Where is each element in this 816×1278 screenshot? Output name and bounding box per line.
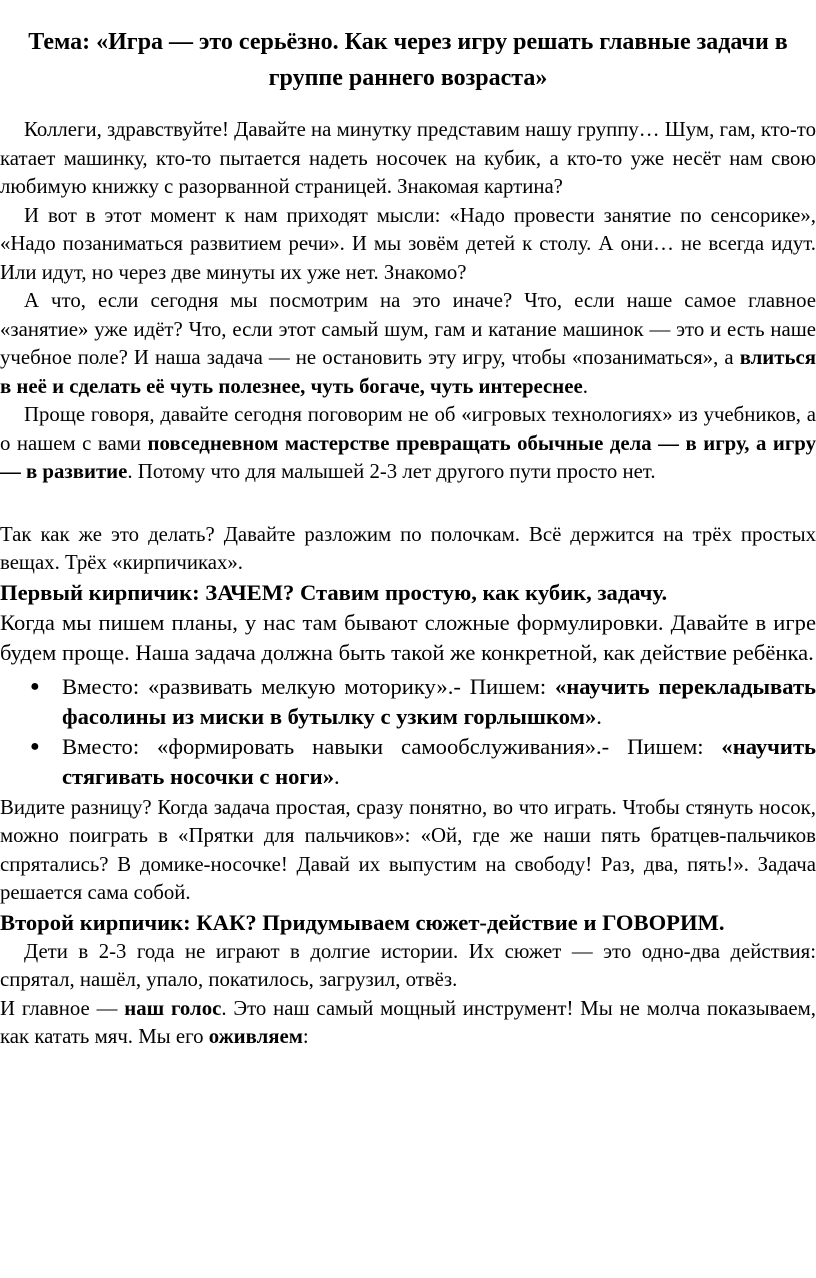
heading-first-brick: Первый кирпичик: ЗАЧЕМ? Ставим простую, как кубик, задачу. (0, 579, 668, 605)
list-item (30, 672, 816, 732)
paragraph-simply-put (0, 401, 816, 487)
paragraph-thoughts: И вот в этот момент к нам приходят мысли: «Надо провести занятие по сенсорике», «Надо позаниматься развитием речи». И мы зовём детей к столу. А они… не всегда идут. Или идут, но через две минуты их уже нет. Знакомо? (0, 203, 816, 284)
paragraph-text: . Это наш самый мощный инструмент! Мы не молча показываем, как катать мяч. Мы его (0, 996, 816, 1048)
paragraph-emphasis: влиться в неё и сделать её чуть полезнее, чуть богаче, чуть интереснее (0, 346, 816, 398)
paragraph-text: И главное — (0, 996, 125, 1020)
paragraph-emphasis: наш голос (124, 996, 222, 1020)
paragraph-plans: Когда мы пишем планы, у нас там бывают сложные формулировки. Давайте в игре будем проще. Наша задача должна быть такой же конкретной, как действие ребёнка. (0, 609, 816, 665)
paragraph-emphasis: оживляем (208, 1025, 303, 1048)
paragraph-text-end: . Потому что для малышей 2-3 лет другого пути просто нет. (127, 460, 656, 483)
paragraph-text: Проще говоря, давайте сегодня поговорим не об «игровых технологиях» из учебников, а о нашем с вами (0, 403, 816, 455)
paragraph-short-plots: Дети в 2-3 года не играют в долгие истории. Их сюжет — это одно-два действия: спрятал, нашёл, упало, покатилось, загрузил, отвёз. (0, 939, 816, 991)
paragraph-voice (0, 995, 816, 1052)
list-item-text: Вместо: «развивать мелкую моторику».- Пишем: (62, 673, 555, 699)
paragraph-emphasis: повседневном мастерстве превращать обычные дела — в игру, а игру — в развитие (0, 431, 816, 483)
paragraph-different-view (0, 287, 816, 401)
paragraph-intro: Коллеги, здравствуйте! Давайте на минутку представим нашу группу… Шум, гам, кто-то катает машинку, кто-то пытается надеть носочек на кубик, а кто-то уже несёт нам свою любимую книжку с разорванной страницей. Знакомая картина? (0, 118, 816, 198)
paragraph-three-bricks: Так как же это делать? Давайте разложим по полочкам. Всё держится на трёх простых вещах. Трёх «кирпичиках». (0, 522, 816, 574)
examples-list (0, 672, 816, 792)
paragraph-text-end: . (582, 374, 588, 398)
list-item-end: . (596, 703, 602, 729)
list-item-text: Вместо: «формировать навыки самообслуживания».- Пишем: (62, 733, 722, 759)
paragraph-see-difference: Видите разницу? Когда задача простая, сразу понятно, во что играть. Чтобы стянуть носок, можно поиграть в «Прятки для пальчиков»: «Ой, где же наши пять братцев-пальчиков спрятались? В домике-носочке! Давай их выпустим на свободу! Раз, два, пять!». Задача решается сама собой. (0, 795, 816, 904)
list-item-end: . (334, 763, 340, 789)
list-item-emphasis: «научить стягивать носочки с ноги» (62, 733, 816, 789)
heading-second-brick: Второй кирпичик: КАК? Придумываем сюжет-действие и ГОВОРИМ. (0, 909, 725, 935)
list-item (30, 732, 816, 792)
paragraph-text-end: : (302, 1025, 309, 1048)
paragraph-text: А что, если сегодня мы посмотрим на это иначе? Что, если наше самое главное «занятие» уже идёт? Что, если этот самый шум, гам и катание машинок — это и есть наше учебное поле? И наша задача — не остановить эту игру, чтобы «позаниматься», а (0, 289, 816, 369)
page-title: Тема: «Игра — это серьёзно. Как через игру решать главные задачи в группе раннего возраста» (28, 29, 788, 91)
blank-line (0, 487, 816, 521)
list-item-emphasis: «научить перекладывать фасолины из миски в бутылку с узким горлышком» (62, 673, 816, 729)
bullet-icon: ● (30, 737, 40, 755)
bullet-icon: ● (30, 677, 40, 695)
